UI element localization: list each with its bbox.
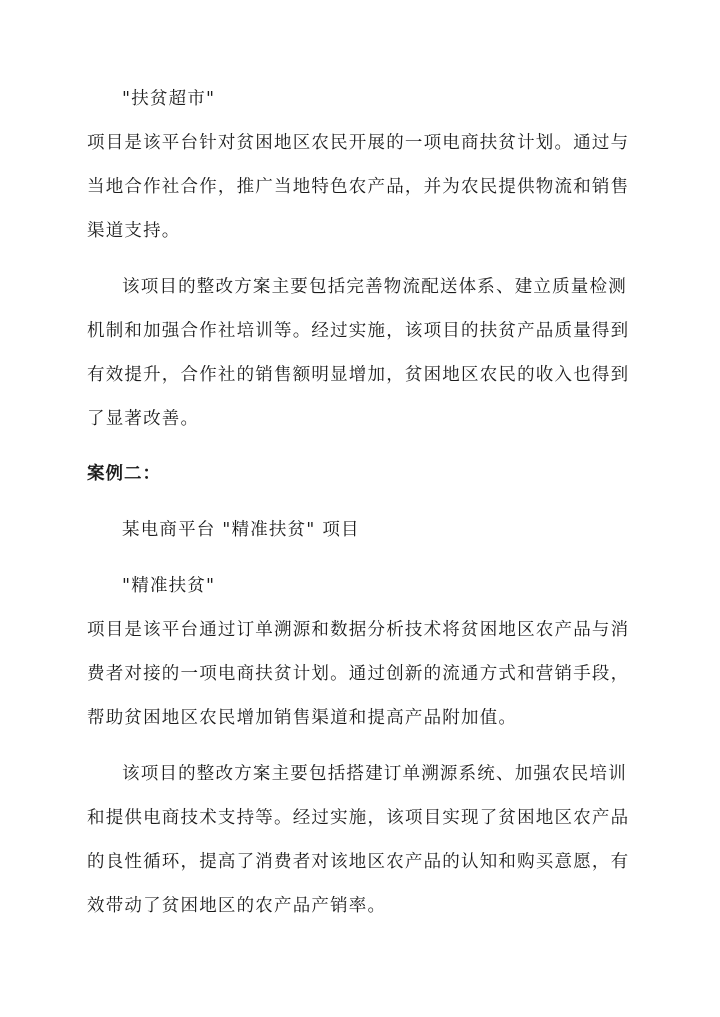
case1-para2-line1: 该项目的整改方案主要包括完善物流配送体系、建立质量检测 — [122, 277, 627, 297]
case2-para2-line3: 的良性循环，提高了消费者对该地区农产品的认知和购买意愿，有 — [87, 852, 630, 872]
case1-para2-line2: 机制和加强合作社培训等。经过实施，该项目的扶贫产品质量得到 — [87, 321, 630, 341]
case1-para1-line1: 项目是该平台针对贫困地区农民开展的一项电商扶贫计划。通过与 — [87, 133, 630, 153]
case1-para2-line3: 有效提升，合作社的销售额明显增加，贫困地区农民的收入也得到 — [87, 365, 630, 385]
case2-para2-line2: 和提供电商技术支持等。经过实施，该项目实现了贫困地区农产品 — [87, 808, 630, 828]
case2-para1-line2: 费者对接的一项电商扶贫计划。通过创新的流通方式和营销手段， — [87, 664, 630, 684]
case1-quote-label: "扶贫超市" — [122, 89, 216, 109]
case1-para2-line4: 了显著改善。 — [87, 409, 200, 429]
case1-para1-line3: 渠道支持。 — [87, 221, 181, 241]
case2-subtitle: 某电商平台 "精准扶贫" 项目 — [122, 520, 360, 540]
case2-quote-label: "精准扶贫" — [122, 576, 216, 596]
case2-para1-line3: 帮助贫困地区农民增加销售渠道和提高产品附加值。 — [87, 708, 518, 728]
case1-para1-line2: 当地合作社合作，推广当地特色农产品，并为农民提供物流和销售 — [87, 177, 630, 197]
case2-para2-line4: 效带动了贫困地区的农产品产销率。 — [87, 896, 387, 916]
case2-heading: 案例二： — [87, 464, 161, 484]
case2-para1-line1: 项目是该平台通过订单溯源和数据分析技术将贫困地区农产品与消 — [87, 620, 630, 640]
case2-para2-line1: 该项目的整改方案主要包括搭建订单溯源系统、加强农民培训 — [122, 764, 627, 784]
